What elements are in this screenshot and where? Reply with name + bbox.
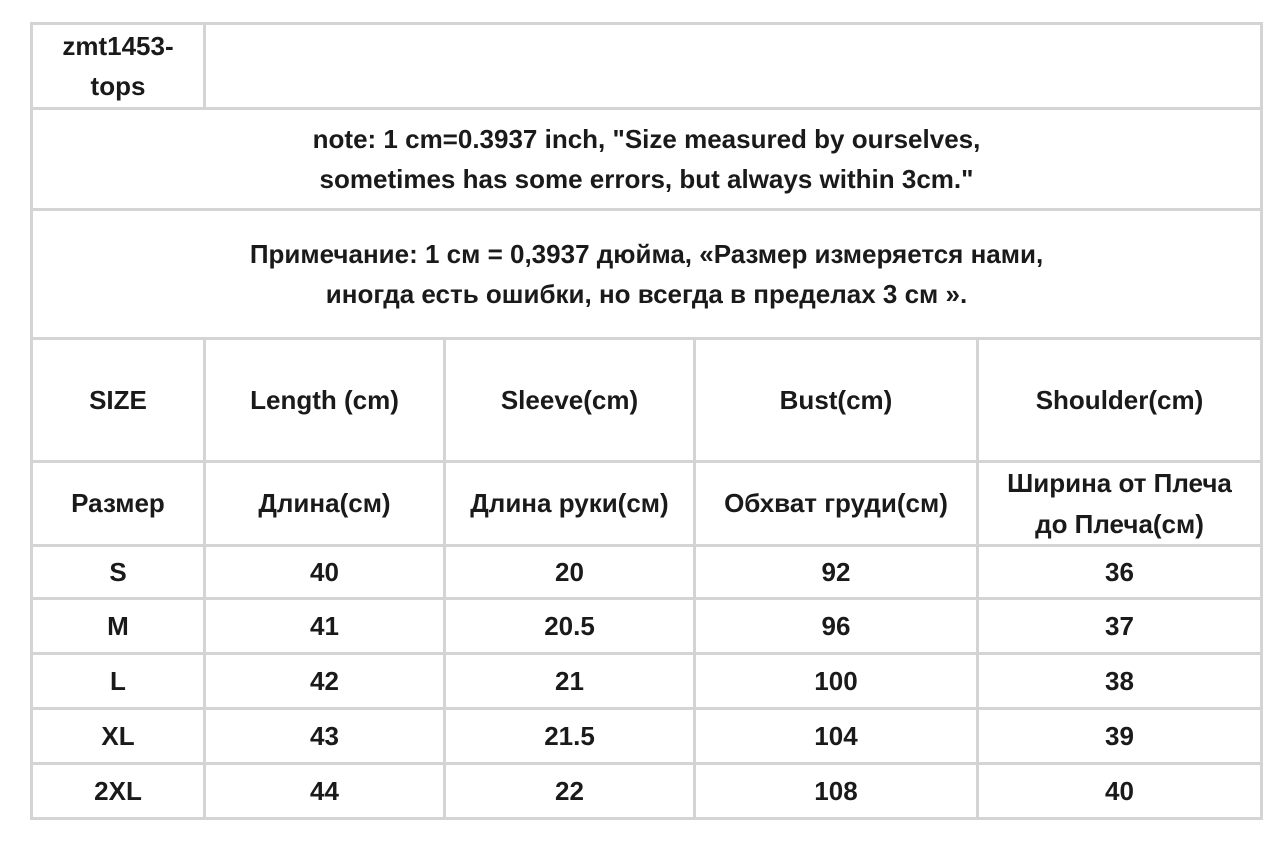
sleeve-cell: 21.5 bbox=[445, 709, 695, 764]
header-shoulder-ru: Ширина от Плеча до Плеча(см) bbox=[978, 462, 1262, 546]
header-size-ru: Размер bbox=[32, 462, 205, 546]
header-row-english bbox=[32, 339, 1262, 462]
header-length: Length (cm) bbox=[205, 339, 445, 462]
header-sleeve: Sleeve(cm) bbox=[445, 339, 695, 462]
product-row bbox=[32, 24, 1262, 109]
length-cell: 43 bbox=[205, 709, 445, 764]
size-chart-table bbox=[30, 22, 1263, 820]
bust-cell: 92 bbox=[695, 546, 978, 599]
shoulder-cell: 36 bbox=[978, 546, 1262, 599]
header-bust-ru: Обхват груди(см) bbox=[695, 462, 978, 546]
table-row bbox=[32, 546, 1262, 599]
table-row bbox=[32, 654, 1262, 709]
header-row-russian bbox=[32, 462, 1262, 546]
note-english: note: 1 cm=0.3937 inch, "Size measured by ourselves, sometimes has some errors, but always within 3cm." bbox=[32, 109, 1262, 210]
bust-cell: 96 bbox=[695, 599, 978, 654]
shoulder-cell: 38 bbox=[978, 654, 1262, 709]
size-cell: S bbox=[32, 546, 205, 599]
size-cell: 2XL bbox=[32, 764, 205, 819]
note-ru-row bbox=[32, 210, 1262, 339]
header-shoulder: Shoulder(cm) bbox=[978, 339, 1262, 462]
header-length-ru: Длина(см) bbox=[205, 462, 445, 546]
bust-cell: 108 bbox=[695, 764, 978, 819]
header-size: SIZE bbox=[32, 339, 205, 462]
table-row bbox=[32, 599, 1262, 654]
table-row bbox=[32, 764, 1262, 819]
length-cell: 44 bbox=[205, 764, 445, 819]
sleeve-cell: 22 bbox=[445, 764, 695, 819]
note-en-row bbox=[32, 109, 1262, 210]
shoulder-cell: 40 bbox=[978, 764, 1262, 819]
shoulder-cell: 37 bbox=[978, 599, 1262, 654]
size-cell: XL bbox=[32, 709, 205, 764]
length-cell: 40 bbox=[205, 546, 445, 599]
sleeve-cell: 21 bbox=[445, 654, 695, 709]
header-bust: Bust(cm) bbox=[695, 339, 978, 462]
size-cell: M bbox=[32, 599, 205, 654]
product-code-cell: zmt1453- tops bbox=[32, 24, 205, 109]
sleeve-cell: 20.5 bbox=[445, 599, 695, 654]
bust-cell: 100 bbox=[695, 654, 978, 709]
table-row bbox=[32, 709, 1262, 764]
shoulder-cell: 39 bbox=[978, 709, 1262, 764]
header-sleeve-ru: Длина руки(см) bbox=[445, 462, 695, 546]
length-cell: 42 bbox=[205, 654, 445, 709]
size-cell: L bbox=[32, 654, 205, 709]
sleeve-cell: 20 bbox=[445, 546, 695, 599]
bust-cell: 104 bbox=[695, 709, 978, 764]
note-russian: Примечание: 1 см = 0,3937 дюйма, «Размер измеряется нами, иногда есть ошибки, но всегда в пределах 3 см ». bbox=[32, 210, 1262, 339]
empty-header-cell bbox=[205, 24, 1262, 109]
length-cell: 41 bbox=[205, 599, 445, 654]
